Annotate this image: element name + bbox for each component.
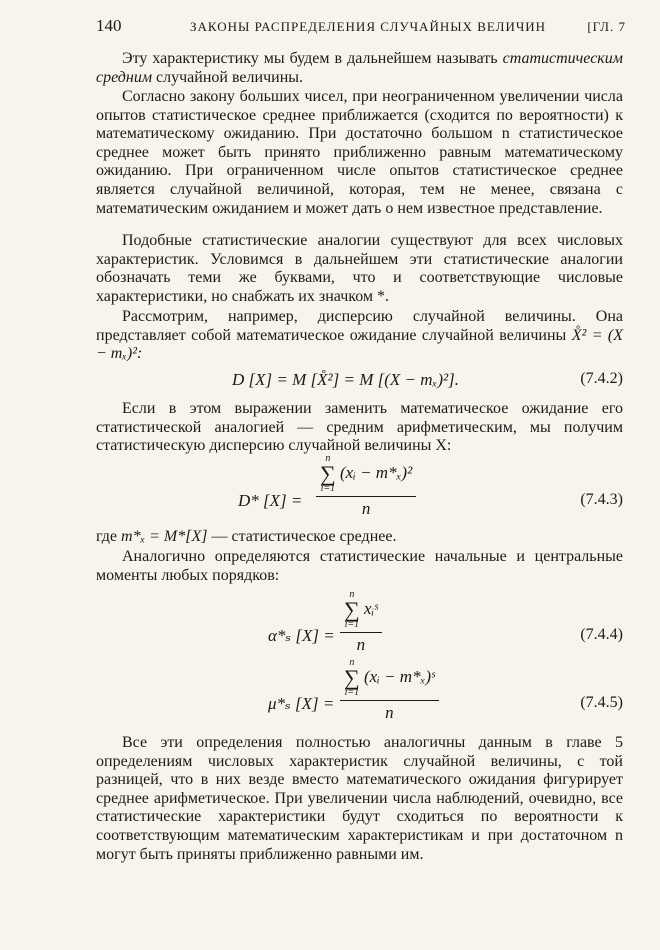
paragraph-statistical-mean [96,50,623,87]
formula-lhs: D* [X] = [238,491,303,510]
chapter-label: [ГЛ. 7 [587,19,626,34]
text: где [96,528,122,545]
text: Рассмотрим, например, дисперсию случайной величины. Она представляет собой математическое ожидание случайной величины [96,308,623,344]
sum-lower: i=1 [320,483,336,494]
denominator: n [361,499,371,518]
sum-upper: n [325,453,331,464]
fraction [316,454,416,519]
equation-7-4-4 [96,590,623,654]
paragraph-variance-intro [96,308,623,364]
numerator: (xᵢ − m*ₓ)ˢ [363,666,435,686]
equation-7-4-3 [96,454,623,524]
paragraph-moments-intro: Аналогично определяются статистические начальные и центральные моменты любых порядков: [96,548,623,584]
equation-number: (7.4.5) [580,694,623,711]
sum-symbol: n ∑ i=1 [344,589,360,630]
text: случайной величины. [152,68,303,86]
fraction [340,590,382,655]
sum-upper: n [349,657,355,668]
paragraph-conclusion: Все эти определения полностью аналогичны данным в главе 5 определениям числовых характеристик случайной величины, с той разницей, что в них везде вместо математического ожидания фигурирует среднее арифметическое. При увеличении числа наблюдений, очевидно, все статистические характеристики будут сходиться по вероятности к соответствующим математическим характеристикам и при достаточном n могут быть приняты приближенно равными им. [96,734,623,863]
running-header [96,16,626,40]
denominator: n [356,635,366,654]
equation-number: (7.4.2) [580,370,623,387]
equation-number: (7.4.3) [580,491,623,508]
sum-lower: i=1 [344,619,360,630]
formula: D [X] = M [X̊²] = M [(X − mₓ)²]. [232,370,459,389]
numerator: xᵢˢ [363,598,378,618]
emphasis-term: статистическим средним [96,50,623,86]
formula-lhs: μ*ₛ [X] = [268,694,335,713]
sum-upper: n [349,589,355,600]
sum-symbol: n ∑ i=1 [344,657,360,698]
paragraph-statistical-analogues: Подобные статистические аналогии существуют для всех числовых характеристик. Условимся в дальнейшем эти статистические аналогии обозначать теми же буквами, что и соответствующие числовые характеристики, но снабжать их значком *. [96,232,623,305]
inline-formula: X̊² = (X − mₓ)²: [96,326,624,363]
sum-lower: i=1 [344,687,360,698]
numerator: (xᵢ − m*ₓ)² [339,462,413,482]
equation-7-4-5 [96,658,623,722]
equation-number: (7.4.4) [580,626,623,643]
sum-symbol: n ∑ i=1 [320,453,336,494]
page-number: 140 [96,16,122,35]
denominator: n [385,703,394,722]
running-title: ЗАКОНЫ РАСПРЕДЕЛЕНИЯ СЛУЧАЙНЫХ ВЕЛИЧИН [190,19,547,34]
paragraph-statistical-mean-def [96,528,623,547]
text: — статистическое среднее. [207,528,397,545]
paragraph-law-of-large-numbers: Согласно закону больших чисел, при неограниченном увеличении числа опытов статистическое среднее приближается (сходится по вероятности) к математическому ожиданию. При достаточно большом n статистическое среднее может быть принято приближенно равным математическому ожиданию. При ограниченном числе опытов статистическое среднее является случайной величиной, которая, тем не менее, связана с математическим ожиданием и может дать о нем известное представление. [96,88,623,217]
formula-lhs: α*ₛ [X] = [268,626,335,645]
paragraph-statistical-variance: Если в этом выражении заменить математическое ожидание его статистической аналогией — средним арифметическим, мы получим статистическую дисперсию случайной величины X: [96,400,623,455]
inline-formula: m*ₓ = M*[X] [121,528,208,545]
fraction [340,658,439,723]
text: Эту характеристику мы будем в дальнейшем называть [122,50,503,67]
